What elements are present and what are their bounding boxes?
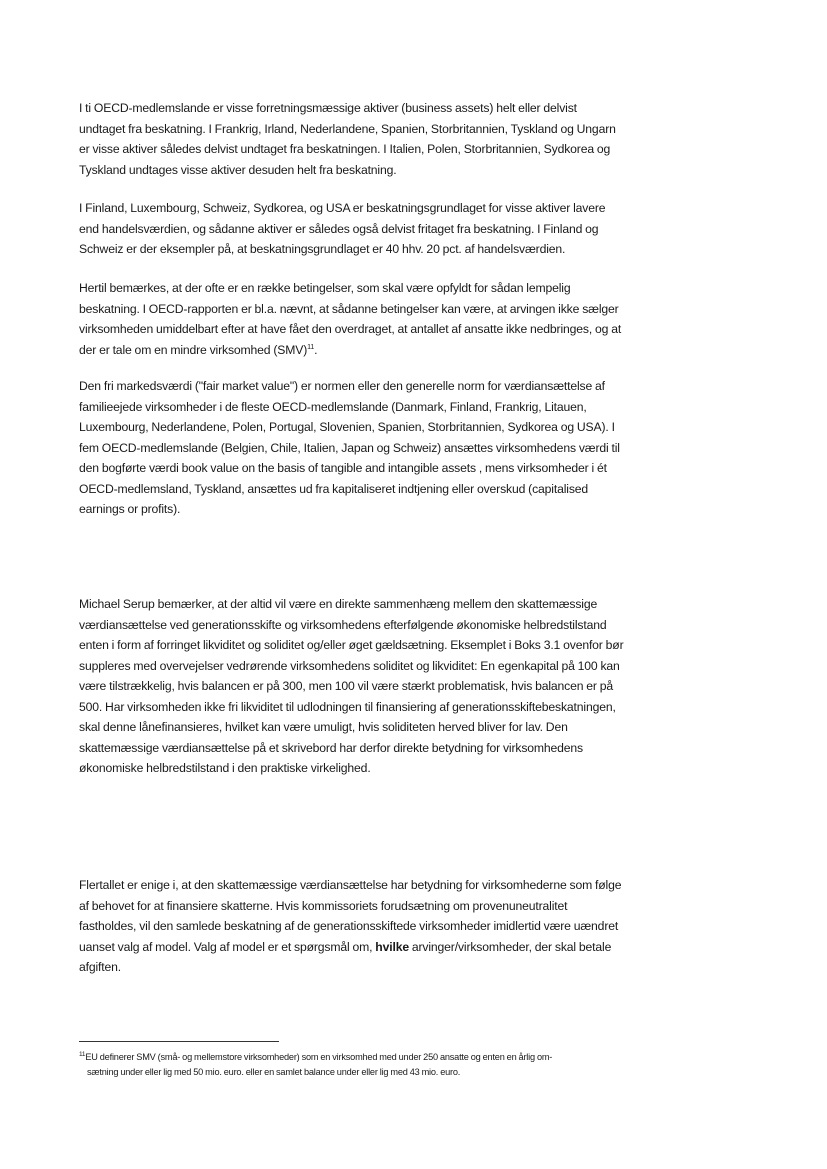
paragraph-market-value: Den fri markedsværdi ("fair market value") er normen eller den generelle norm for værdiansættelse af familieejede virksomheder i de fleste OECD-medlemslande (Danmark, Finland, Frankrig, Litauen, Luxembourg, Nederlandene, Polen, Portugal, Slovenien, Spanien, Storbritannien, Sydkorea og USA). I fem OECD-medlemslande (Belgien, Chile, Italien, Japan og Schweiz) ansættes virksomhedens værdi til den bogførte værdi book value on the basis of tangible and intangible assets , mens virksomheder i ét OECD-medlemsland, Tyskland, ansættes ud fra kapitaliseret indtjening eller overskud (capitalised earnings or profits). (79, 379, 620, 516)
footnote-divider (79, 1041, 279, 1042)
paragraph-tax-base: I Finland, Luxembourg, Schweiz, Sydkorea, og USA er beskatningsgrundlaget for visse aktiver lavere end handelsværdien, og sådanne aktiver er således også delvist fritaget fra beskatning. I Finland og Schweiz er der eksempler på, at beskatningsgrundlaget er 40 hhv. 20 pct. af handelsværdien. (79, 201, 606, 256)
paragraph-conditions (79, 278, 624, 360)
footnote-reference[interactable]: 11 (307, 343, 315, 351)
paragraph-conditions-end: . (314, 342, 318, 357)
footnote-11 (79, 1050, 624, 1080)
paragraph-business-assets: I ti OECD-medlemslande er visse forretningsmæssige aktiver (business assets) helt eller delvist undtaget fra beskatning. I Frankrig, Irland, Nederlandene, Spanien, Storbritannien, Tyskland og Ungarn er visse aktiver således delvist undtaget fra beskatningen. I Italien, Polen, Storbritannien, Sydkorea og Tyskland undtages visse aktiver desuden helt fra beskatning. (79, 101, 616, 177)
paragraph-michael-serup: Michael Serup bemærker, at der altid vil være en direkte sammenhæng mellem den skattemæssige værdiansættelse ved generationsskifte og virksomhedens efterfølgende økonomiske helbredstilstand enten i form af forringet likviditet og soliditet og/eller øget gældsætning. Eksemplet i Boks 3.1 ovenfor bør suppleres med overvejelser vedrørende virksomhedens soliditet og likviditet: En egenkapital på 100 kan være tilstrækkelig, hvis balancen er på 300, men 100 vil være stærkt problematisk, hvis balancen er på 500. Har virksomheden ikke fri likviditet til udlodningen til finansiering af generationsskiftebeskatningen, skal denne lånefinansieres, hvilket kan være umuligt, hvis soliditeten herved bliver for lav. Den skattemæssige værdiansættelse på et skrivebord har derfor direkte betydning for virksomhedens økonomiske helbredstilstand i den praktiske virkelighed. (79, 597, 624, 775)
footnote-mark: 11 (79, 1050, 86, 1058)
paragraph-majority-text: Flertallet er enige i, at den skattemæssige værdiansættelse har betydning for virksomhederne som følge af behovet for at finansiere skatterne. Hvis kommissoriets forudsætning om provenuneutralitet fastholdes, vil den samlede beskatning af de generationsskiftede virksomheder imidlertid være uændret uanset valg af model. Valg af model er et spørgsmål om, (79, 878, 622, 954)
footnote-line-1: EU definerer SMV (små- og mellemstore virksomheder) som en virksomhed med under 250 ansatte og enten en årlig om- (85, 1052, 553, 1062)
emphasis-hvilke: hvilke (375, 939, 409, 954)
footnote-line-2: sætning under eller lig med 50 mio. euro. eller en samlet balance under eller lig med 43 mio. euro. (87, 1067, 461, 1077)
paragraph-conditions-text: Hertil bemærkes, at der ofte er en række betingelser, som skal være opfyldt for sådan lempelig beskatning. I OECD-rapporten er bl.a. nævnt, at sådanne betingelser kan være, at arvingen ikke sælger virksomheden umiddelbart efter at have fået den overdraget, at antallet af ansatte ikke nedbringes, og at der er tale om en mindre virksomhed (SMV) (79, 281, 622, 357)
paragraph-majority (79, 875, 624, 978)
paragraph-majority-end: arvinger/virksomheder, der skal betale afgiften. (79, 939, 612, 974)
